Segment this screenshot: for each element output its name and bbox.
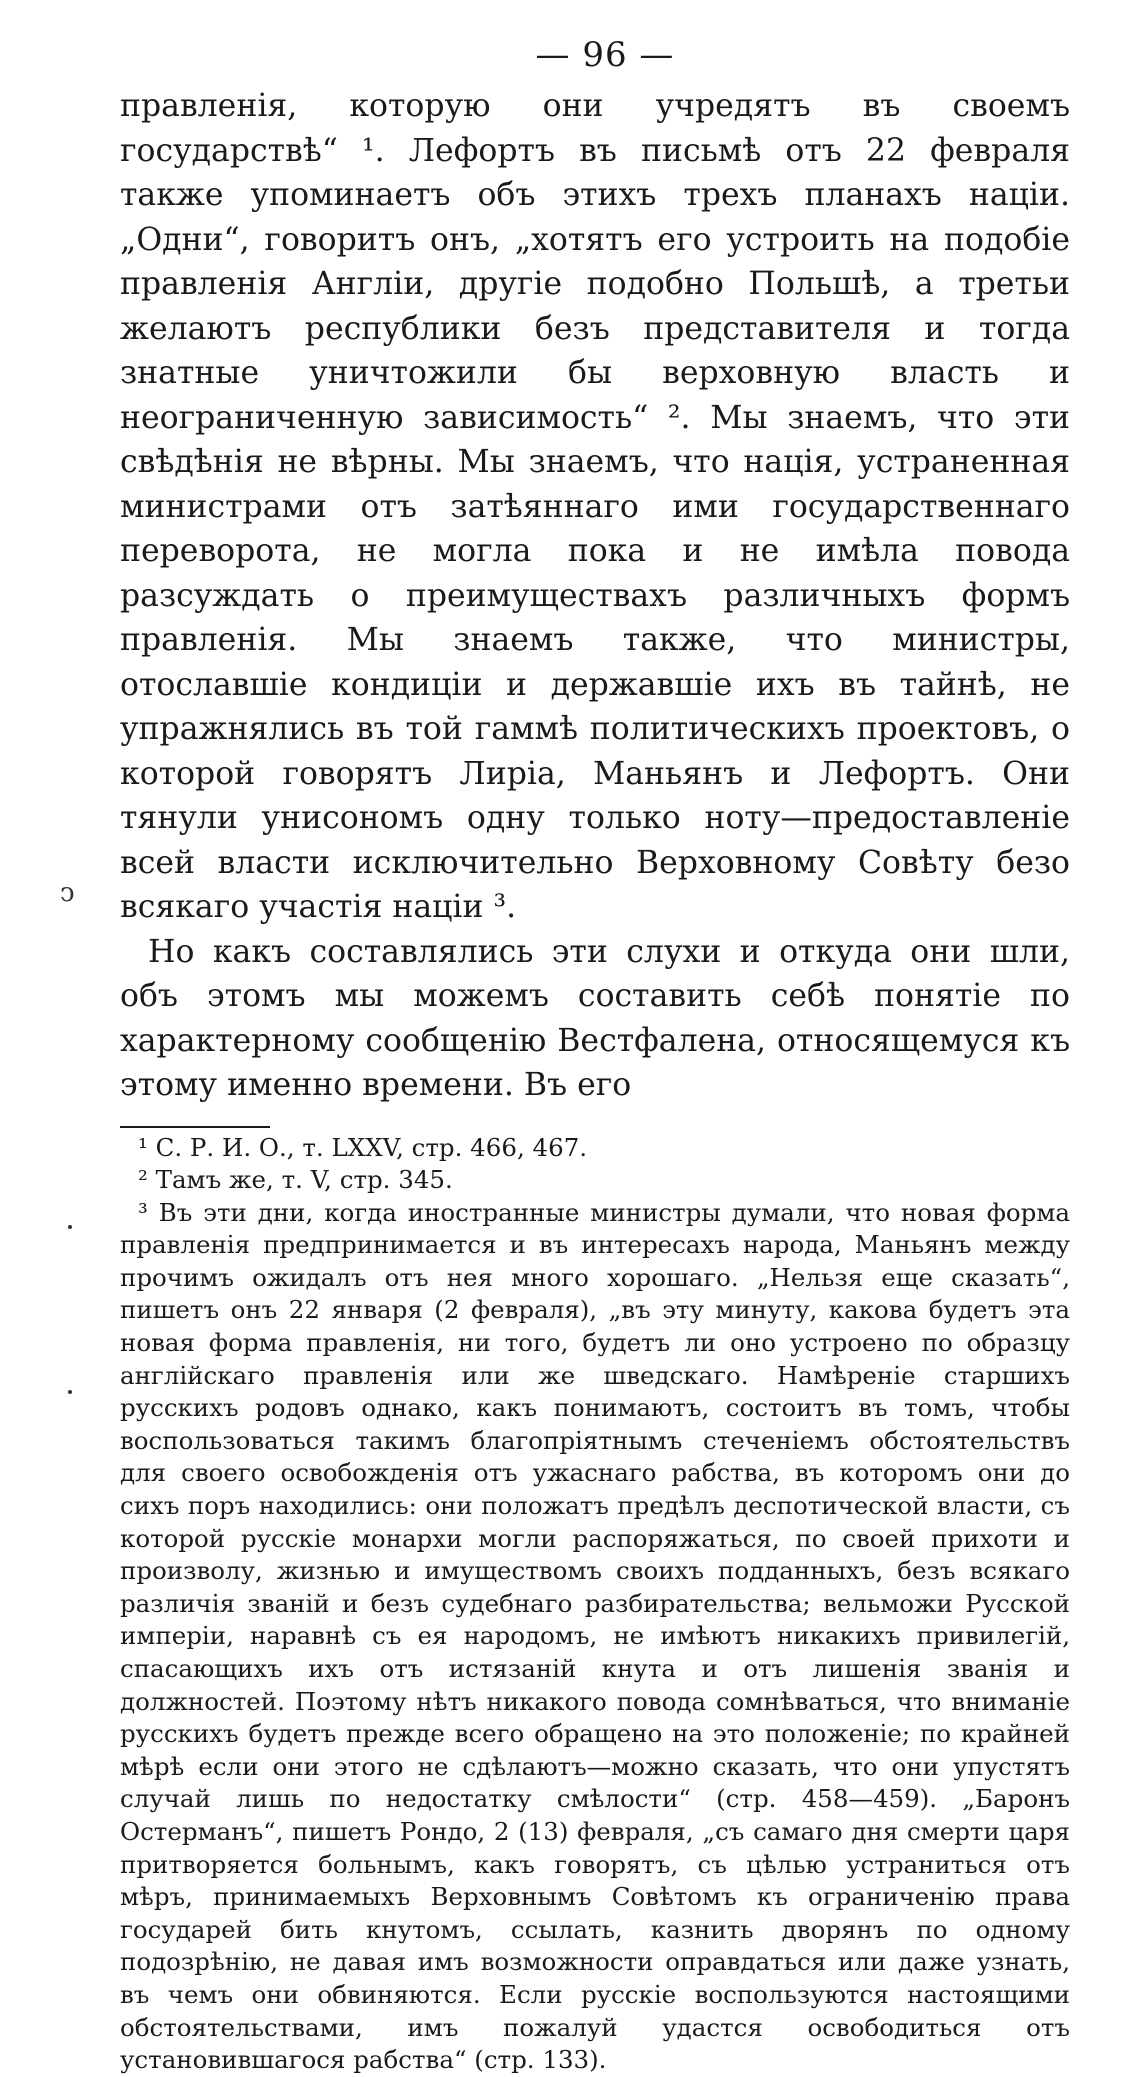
page-number: — 96 —: [535, 35, 675, 75]
paragraph: Но какъ составлялись эти слухи и откуда они шли, объ этомъ мы можемъ составить себѣ понятіе по характерному сообщенію Вестфалена, относящемуся къ этому именно времени. Въ его: [120, 933, 1070, 1103]
paragraph: правленія, которую они учредятъ въ своемъ государствѣ“ ¹. Лефортъ въ письмѣ отъ 22 февраля также упоминаетъ объ этихъ трехъ планахъ націи. „Одни“, говоритъ онъ, „хотятъ его устроить на подобіе правленія Англіи, другіе подобно Польшѣ, а третьи желаютъ республики безъ представителя и тогда знатные уничтожили бы верховную власть и неограниченную зависимость“ ². Мы знаемъ, что эти свѣдѣнія не вѣрны. Мы знаемъ, что нація, устраненная министрами отъ затѣяннаго ими государственнаго переворота, не могла пока и не имѣла повода разсуждать о преимуществахъ различныхъ формъ правленія. Мы знаемъ также, что министры, отославшіе кондиціи и державшіе ихъ въ тайнѣ, не упражнялись въ той гаммѣ политическихъ проектовъ, о которой говорятъ Лиріа, Маньянъ и Лефортъ. Они тянули унисономъ одну только ноту—предоставленіе всей власти исключительно Верховному Совѣту безо всякаго участія націи ³.: [120, 88, 1070, 925]
margin-dot: [68, 1225, 72, 1229]
main-text: [120, 84, 1070, 1108]
footnote-3: ³ Въ эти дни, когда иностранные министры думали, что новая форма правленія предпринимается и въ интересахъ народа, Маньянъ между прочимъ ожидалъ отъ нея много хорошаго. „Нельзя еще сказать“, пишетъ онъ 22 января (2 февраля), „въ эту минуту, какова будетъ эта новая форма правленія, ни того, будетъ ли оно устроено по образцу англійскаго правленія или же шведскаго. Намѣреніе старшихъ русскихъ родовъ однако, какъ понимаютъ, состоитъ въ томъ, чтобы воспользоваться такимъ благопріятнымъ стеченіемъ обстоятельствъ для своего освобожденія отъ ужаснаго рабства, въ которомъ они до сихъ поръ находились: они положатъ предѣлъ деспотической власти, съ которой русскіе монархи могли распоряжаться, по своей прихоти и произволу, жизнью и имуществомъ своихъ подданныхъ, безъ всякаго различія званій и безъ судебнаго разбирательства; вельможи Русской имперіи, наравнѣ съ ея народомъ, не имѣютъ никакихъ привилегій, спасающихъ ихъ отъ истязаній кнута и отъ лишенія званія и должностей. Поэтому нѣтъ никакого повода сомнѣваться, что вниманіе русскихъ будетъ прежде всего обращено на это положеніе; по крайней мѣрѣ если они этого не сдѣлаютъ—можно сказать, что они упустятъ случай лишь по недостатку смѣлости“ (стр. 458—459). „Баронъ Остерманъ“, пишетъ Рондо, 2 (13) февраля, „съ самаго дня смерти царя притворяется больнымъ, какъ говорятъ, съ цѣлью устраниться отъ мѣръ, принимаемыхъ Верховнымъ Совѣтомъ къ ограниченію права государей бить кнутомъ, ссылать, казнить дворянъ по одному подозрѣнію, не давая имъ возможности оправдаться или даже узнать, въ чемъ они обвиняются. Если русскіе воспользуются настоящими обстоятельствами, имъ пожалуй удастся освободиться отъ установившагося рабства“ (стр. 133).: [120, 1197, 1070, 2075]
footnote-2: ² Тамъ же, т. V, стр. 345.: [138, 1165, 453, 1195]
footnotes: [120, 1132, 1070, 2077]
margin-mark: ↄ: [60, 878, 75, 908]
footnote-divider: [120, 1126, 270, 1128]
margin-dot: [68, 1390, 72, 1394]
document-page: [120, 30, 1070, 2077]
footnote-1: ¹ С. Р. И. О., т. LXXV, стр. 466, 467.: [138, 1132, 588, 1162]
